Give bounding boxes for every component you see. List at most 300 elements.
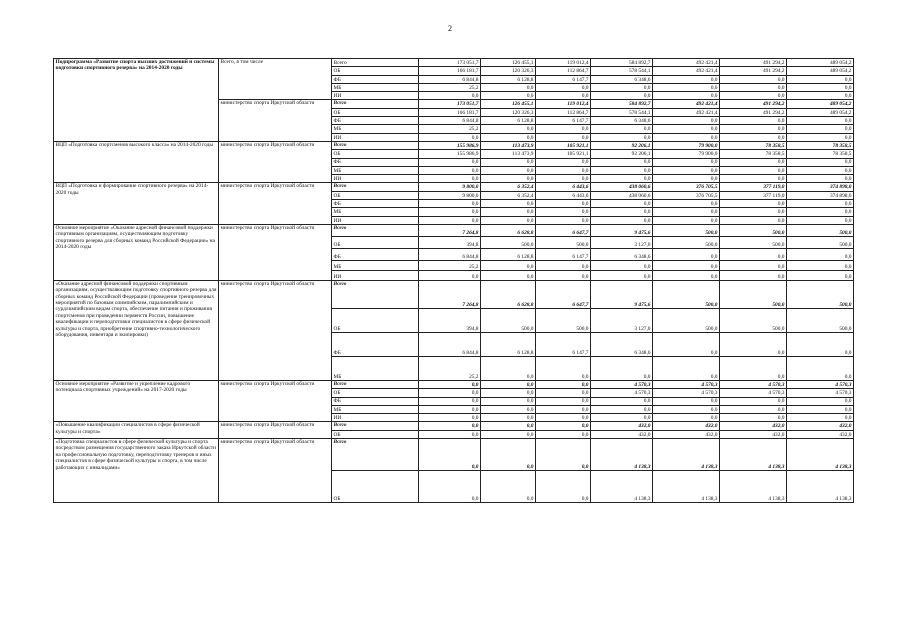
amount-cell: 0,0	[419, 208, 481, 216]
amount-cell: 0,0	[536, 166, 591, 174]
amount-cell: 500,0	[787, 308, 854, 332]
responsible-executor: министерство спорта Иркутской области	[219, 422, 332, 439]
amount-cell: 491 294,2	[720, 108, 787, 116]
amount-cell: 166 181,7	[419, 108, 481, 116]
amount-cell: 0,0	[787, 175, 854, 183]
amount-cell: 6 844,8	[419, 75, 481, 83]
amount-cell: 0,0	[787, 133, 854, 141]
amount-cell: 0,0	[481, 414, 536, 422]
funding-source: ОБ	[332, 389, 419, 397]
funding-source: Всего	[332, 59, 419, 67]
amount-cell: 500,0	[653, 236, 720, 248]
funding-source: МБ	[332, 260, 419, 270]
amount-cell: 0,0	[481, 356, 536, 380]
amount-cell: 9 475,6	[591, 280, 653, 308]
amount-cell: 25,2	[419, 83, 481, 91]
funding-source: Всего	[332, 141, 419, 149]
amount-cell: 7 264,8	[419, 224, 481, 236]
amount-cell: 0,0	[653, 260, 720, 270]
responsible-executor: министерство спорта Иркутской области	[219, 224, 332, 280]
funding-source: МБ	[332, 125, 419, 133]
amount-cell: 500,0	[536, 236, 591, 248]
amount-cell: 155 986,9	[419, 141, 481, 149]
amount-cell: 4 570,3	[720, 389, 787, 397]
amount-cell: 6 147,7	[536, 248, 591, 260]
amount-cell: 6 348,6	[591, 117, 653, 125]
amount-cell: 6 844,8	[419, 117, 481, 125]
funding-source: Всего	[332, 100, 419, 108]
amount-cell: 9 800,0	[419, 191, 481, 199]
program-name: ВЦП «Подготовка спортсменов высокого класса» на 2014-2020 годы	[54, 141, 219, 182]
amount-cell: 4 138,3	[653, 471, 720, 503]
amount-cell: 4 138,3	[591, 439, 653, 471]
amount-cell: 0,0	[419, 175, 481, 183]
amount-cell: 500,0	[481, 308, 536, 332]
responsible-executor: министерство спорта Иркутской области	[219, 100, 332, 141]
amount-cell: 0,0	[536, 397, 591, 405]
amount-cell: 6 352,4	[481, 183, 536, 191]
amount-cell: 432,0	[720, 430, 787, 438]
amount-cell: 78 358,5	[787, 141, 854, 149]
program-name: «Повышение квалификации специалистов в сфере физической культуры и спорта»	[54, 422, 219, 439]
amount-cell: 25,2	[419, 356, 481, 380]
amount-cell: 0,0	[536, 125, 591, 133]
program-name: Подпрограмма «Развитие спорта высших достижений и системы подготовки спортивного резерва» на 2014-2020 годы	[54, 59, 219, 142]
amount-cell: 0,0	[481, 200, 536, 208]
funding-source: Всего	[332, 224, 419, 236]
amount-cell: 492 421,4	[653, 108, 720, 116]
amount-cell: 105 921,1	[536, 141, 591, 149]
amount-cell: 0,0	[720, 260, 787, 270]
amount-cell: 0,0	[591, 260, 653, 270]
amount-cell: 0,0	[787, 405, 854, 413]
responsible-executor: министерство спорта Иркутской области	[219, 380, 332, 421]
amount-cell: 0,0	[419, 405, 481, 413]
program-name: ВЦП «Подготовка и формирование спортивного резерва» на 2014-2020 годы	[54, 183, 219, 224]
amount-cell: 489 054,2	[787, 67, 854, 75]
amount-cell: 0,0	[653, 175, 720, 183]
amount-cell: 489 054,2	[787, 108, 854, 116]
amount-cell: 0,0	[536, 83, 591, 91]
amount-cell: 6 147,7	[536, 332, 591, 356]
amount-cell: 0,0	[591, 166, 653, 174]
amount-cell: 0,0	[419, 422, 481, 430]
amount-cell: 0,0	[653, 216, 720, 224]
amount-cell: 0,0	[720, 356, 787, 380]
table-row	[54, 59, 854, 67]
amount-cell: 4 138,3	[653, 439, 720, 471]
amount-cell: 79 900,0	[653, 150, 720, 158]
amount-cell: 0,0	[787, 356, 854, 380]
funding-source: Всего	[332, 422, 419, 430]
budget-table	[53, 58, 854, 503]
responsible-executor: министерство спорта Иркутской области	[219, 439, 332, 503]
funding-source: ФБ	[332, 75, 419, 83]
amount-cell: 112 864,7	[536, 108, 591, 116]
funding-source: ОБ	[332, 430, 419, 438]
amount-cell: 0,0	[720, 125, 787, 133]
amount-cell: 173 051,7	[419, 100, 481, 108]
amount-cell: 0,0	[653, 92, 720, 100]
amount-cell: 0,0	[653, 166, 720, 174]
amount-cell: 584 892,7	[591, 100, 653, 108]
amount-cell: 0,0	[591, 158, 653, 166]
amount-cell: 113 473,9	[481, 141, 536, 149]
amount-cell: 0,0	[591, 133, 653, 141]
amount-cell: 6 128,8	[481, 75, 536, 83]
amount-cell: 9 475,6	[591, 224, 653, 236]
funding-source: ИИ	[332, 270, 419, 280]
amount-cell: 0,0	[787, 75, 854, 83]
funding-source: Всего	[332, 183, 419, 191]
amount-cell: 120 326,3	[481, 108, 536, 116]
amount-cell: 0,0	[536, 405, 591, 413]
amount-cell: 0,0	[481, 216, 536, 224]
amount-cell: 126 455,1	[481, 100, 536, 108]
program-name: Основное мероприятие «Развитие и укрепление кадрового потенциала спортивных учреждений» на 2017-2020 годы	[54, 380, 219, 421]
amount-cell: 578 544,1	[591, 67, 653, 75]
amount-cell: 438 060,6	[591, 183, 653, 191]
amount-cell: 432,0	[653, 422, 720, 430]
funding-source: МБ	[332, 405, 419, 413]
amount-cell: 0,0	[419, 92, 481, 100]
amount-cell: 0,0	[419, 158, 481, 166]
amount-cell: 4 138,3	[787, 471, 854, 503]
amount-cell: 500,0	[653, 280, 720, 308]
amount-cell: 0,0	[591, 356, 653, 380]
amount-cell: 0,0	[591, 405, 653, 413]
table-row	[54, 439, 854, 471]
amount-cell: 0,0	[591, 125, 653, 133]
amount-cell: 120 326,3	[481, 67, 536, 75]
amount-cell: 0,0	[591, 200, 653, 208]
amount-cell: 6 128,8	[481, 248, 536, 260]
funding-source: Всего	[332, 439, 419, 471]
amount-cell: 0,0	[536, 208, 591, 216]
funding-source: ИИ	[332, 92, 419, 100]
amount-cell: 0,0	[481, 439, 536, 471]
amount-cell: 0,0	[653, 414, 720, 422]
funding-source: Всего	[332, 280, 419, 308]
table-row	[54, 280, 854, 308]
funding-source: ОБ	[332, 108, 419, 116]
amount-cell: 4 138,3	[787, 439, 854, 471]
amount-cell: 0,0	[787, 83, 854, 91]
table-row	[54, 422, 854, 430]
amount-cell: 78 358,5	[787, 150, 854, 158]
amount-cell: 0,0	[720, 405, 787, 413]
amount-cell: 0,0	[481, 380, 536, 388]
amount-cell: 6 348,6	[591, 75, 653, 83]
amount-cell: 0,0	[787, 166, 854, 174]
amount-cell: 500,0	[787, 280, 854, 308]
amount-cell: 0,0	[787, 125, 854, 133]
amount-cell: 0,0	[787, 158, 854, 166]
amount-cell: 0,0	[653, 356, 720, 380]
amount-cell: 0,0	[720, 200, 787, 208]
amount-cell: 6 628,8	[481, 280, 536, 308]
program-name: Основное мероприятие «Оказание адресной финансовой поддержки спортивным организациям, осуществляющим подготовку спортивного резерва для сборных команд Российской Федерации» на 2014-2020 годы	[54, 224, 219, 280]
page-number: 2	[448, 24, 452, 33]
amount-cell: 0,0	[536, 216, 591, 224]
amount-cell: 377 119,0	[720, 183, 787, 191]
amount-cell: 0,0	[419, 430, 481, 438]
amount-cell: 78 358,5	[720, 141, 787, 149]
amount-cell: 0,0	[536, 389, 591, 397]
amount-cell: 4 570,3	[653, 389, 720, 397]
amount-cell: 0,0	[653, 270, 720, 280]
amount-cell: 489 054,2	[787, 59, 854, 67]
amount-cell: 119 012,4	[536, 100, 591, 108]
amount-cell: 4 570,3	[591, 380, 653, 388]
amount-cell: 0,0	[720, 158, 787, 166]
amount-cell: 0,0	[591, 92, 653, 100]
table-row	[54, 224, 854, 236]
program-name: «Подготовка специалистов в сфере физической культуры и спорта посредством размещения государственного заказа Иркутской области на профессиональную подготовку, переподготовку тренеров и иных специалистов в сфере физической культуры и спорта, в том числе работающих с инвалидами»	[54, 439, 219, 503]
amount-cell: 173 051,7	[419, 59, 481, 67]
amount-cell: 25,2	[419, 260, 481, 270]
amount-cell: 0,0	[787, 414, 854, 422]
amount-cell: 0,0	[481, 158, 536, 166]
amount-cell: 500,0	[720, 236, 787, 248]
amount-cell: 491 294,2	[720, 100, 787, 108]
funding-source: ИИ	[332, 414, 419, 422]
amount-cell: 4 570,3	[787, 389, 854, 397]
amount-cell: 0,0	[419, 133, 481, 141]
amount-cell: 0,0	[536, 260, 591, 270]
amount-cell: 3 127,0	[591, 236, 653, 248]
amount-cell: 0,0	[419, 166, 481, 174]
amount-cell: 4 138,3	[720, 471, 787, 503]
amount-cell: 500,0	[787, 236, 854, 248]
amount-cell: 0,0	[536, 414, 591, 422]
amount-cell: 500,0	[720, 308, 787, 332]
amount-cell: 0,0	[720, 270, 787, 280]
amount-cell: 6 128,8	[481, 117, 536, 125]
amount-cell: 0,0	[787, 270, 854, 280]
amount-cell: 432,0	[653, 430, 720, 438]
amount-cell: 0,0	[536, 439, 591, 471]
funding-source: ФБ	[332, 158, 419, 166]
funding-source: ФБ	[332, 200, 419, 208]
amount-cell: 0,0	[787, 260, 854, 270]
amount-cell: 500,0	[653, 224, 720, 236]
amount-cell: 0,0	[720, 175, 787, 183]
funding-source: ОБ	[332, 67, 419, 75]
amount-cell: 0,0	[591, 208, 653, 216]
amount-cell: 0,0	[536, 380, 591, 388]
amount-cell: 374 898,0	[787, 191, 854, 199]
amount-cell: 0,0	[591, 83, 653, 91]
amount-cell: 0,0	[787, 248, 854, 260]
amount-cell: 0,0	[536, 158, 591, 166]
amount-cell: 0,0	[481, 83, 536, 91]
amount-cell: 0,0	[653, 405, 720, 413]
amount-cell: 105 921,1	[536, 150, 591, 158]
amount-cell: 6 147,7	[536, 75, 591, 83]
amount-cell: 6 844,8	[419, 332, 481, 356]
amount-cell: 0,0	[720, 397, 787, 405]
amount-cell: 0,0	[481, 166, 536, 174]
amount-cell: 6 844,8	[419, 248, 481, 260]
amount-cell: 491 294,2	[720, 67, 787, 75]
amount-cell: 78 358,5	[720, 150, 787, 158]
amount-cell: 79 900,0	[653, 141, 720, 149]
program-name: «Оказание адресной финансовой поддержки спортивным организациям, осуществляющим подготовку спортивного резерва для сборных команд Российской Федерации (проведение тренировочных мероприятий по базовым олимпийским, паралимпийским и сурдлимпийским видам спорта, обеспечение питания и проживания спортсменов при проведении первенств России, повышение квалификации и переподготовки специалистов в сфере физической культуры и спорта, приобретение спортивно-технологического оборудования, инвентаря и экипировки)	[54, 280, 219, 380]
amount-cell: 0,0	[536, 133, 591, 141]
amount-cell: 0,0	[653, 117, 720, 125]
amount-cell: 0,0	[481, 270, 536, 280]
amount-cell: 432,0	[720, 422, 787, 430]
amount-cell: 438 060,6	[591, 191, 653, 199]
table-row	[54, 183, 854, 191]
funding-source: ИИ	[332, 216, 419, 224]
amount-cell: 0,0	[481, 133, 536, 141]
amount-cell: 491 294,2	[720, 59, 787, 67]
amount-cell: 0,0	[591, 216, 653, 224]
amount-cell: 0,0	[419, 439, 481, 471]
amount-cell: 0,0	[720, 83, 787, 91]
amount-cell: 0,0	[720, 166, 787, 174]
amount-cell: 6 647,7	[536, 224, 591, 236]
amount-cell: 4 570,3	[787, 380, 854, 388]
amount-cell: 0,0	[720, 332, 787, 356]
amount-cell: 6 352,4	[481, 191, 536, 199]
funding-source: ФБ	[332, 332, 419, 356]
amount-cell: 584 892,7	[591, 59, 653, 67]
responsible-executor: Всего, в том числе	[219, 59, 332, 100]
amount-cell: 0,0	[419, 380, 481, 388]
amount-cell: 0,0	[536, 200, 591, 208]
amount-cell: 432,0	[591, 422, 653, 430]
amount-cell: 4 138,3	[591, 471, 653, 503]
amount-cell: 0,0	[536, 270, 591, 280]
amount-cell: 0,0	[653, 125, 720, 133]
amount-cell: 0,0	[481, 405, 536, 413]
amount-cell: 0,0	[591, 175, 653, 183]
amount-cell: 0,0	[481, 422, 536, 430]
amount-cell: 377 119,0	[720, 191, 787, 199]
amount-cell: 0,0	[481, 92, 536, 100]
amount-cell: 6 647,7	[536, 280, 591, 308]
amount-cell: 4 138,3	[720, 439, 787, 471]
amount-cell: 0,0	[481, 430, 536, 438]
amount-cell: 6 348,6	[591, 332, 653, 356]
amount-cell: 92 206,1	[591, 150, 653, 158]
funding-source: ОБ	[332, 308, 419, 332]
amount-cell: 0,0	[720, 117, 787, 125]
amount-cell: 500,0	[481, 236, 536, 248]
responsible-executor: министерство спорта Иркутской области	[219, 280, 332, 380]
amount-cell: 492 421,4	[653, 100, 720, 108]
amount-cell: 166 181,7	[419, 67, 481, 75]
amount-cell: 0,0	[653, 332, 720, 356]
amount-cell: 432,0	[591, 430, 653, 438]
amount-cell: 432,0	[787, 422, 854, 430]
amount-cell: 0,0	[481, 260, 536, 270]
funding-source: ИИ	[332, 175, 419, 183]
amount-cell: 0,0	[653, 200, 720, 208]
amount-cell: 0,0	[720, 248, 787, 260]
amount-cell: 0,0	[787, 397, 854, 405]
amount-cell: 0,0	[787, 92, 854, 100]
amount-cell: 0,0	[653, 75, 720, 83]
amount-cell: 376 705,5	[653, 191, 720, 199]
amount-cell: 6 147,7	[536, 117, 591, 125]
amount-cell: 6 128,8	[481, 332, 536, 356]
amount-cell: 0,0	[653, 83, 720, 91]
amount-cell: 0,0	[653, 397, 720, 405]
amount-cell: 113 473,9	[481, 150, 536, 158]
funding-source: ОБ	[332, 236, 419, 248]
amount-cell: 0,0	[720, 216, 787, 224]
funding-source: МБ	[332, 208, 419, 216]
amount-cell: 155 986,9	[419, 150, 481, 158]
amount-cell: 0,0	[787, 208, 854, 216]
amount-cell: 492 421,4	[653, 67, 720, 75]
funding-source: ОБ	[332, 191, 419, 199]
amount-cell: 0,0	[787, 117, 854, 125]
amount-cell: 374 898,0	[787, 183, 854, 191]
amount-cell: 4 570,3	[591, 389, 653, 397]
amount-cell: 0,0	[591, 270, 653, 280]
amount-cell: 500,0	[787, 224, 854, 236]
amount-cell: 500,0	[653, 308, 720, 332]
amount-cell: 492 421,4	[653, 59, 720, 67]
amount-cell: 9 800,0	[419, 183, 481, 191]
amount-cell: 0,0	[481, 389, 536, 397]
amount-cell: 0,0	[591, 397, 653, 405]
amount-cell: 0,0	[419, 216, 481, 224]
amount-cell: 0,0	[481, 471, 536, 503]
amount-cell: 3 127,0	[591, 308, 653, 332]
funding-source: ОБ	[332, 150, 419, 158]
amount-cell: 0,0	[653, 248, 720, 260]
amount-cell: 6 628,8	[481, 224, 536, 236]
amount-cell: 0,0	[720, 208, 787, 216]
amount-cell: 0,0	[720, 133, 787, 141]
amount-cell: 0,0	[536, 356, 591, 380]
amount-cell: 0,0	[720, 92, 787, 100]
amount-cell: 432,0	[787, 430, 854, 438]
amount-cell: 0,0	[653, 133, 720, 141]
amount-cell: 0,0	[419, 414, 481, 422]
amount-cell: 0,0	[536, 430, 591, 438]
amount-cell: 0,0	[653, 208, 720, 216]
funding-source: ФБ	[332, 397, 419, 405]
amount-cell: 489 054,2	[787, 100, 854, 108]
funding-source: МБ	[332, 83, 419, 91]
amount-cell: 0,0	[787, 200, 854, 208]
amount-cell: 500,0	[720, 280, 787, 308]
amount-cell: 0,0	[419, 389, 481, 397]
funding-source: ФБ	[332, 248, 419, 260]
amount-cell: 0,0	[419, 471, 481, 503]
amount-cell: 0,0	[591, 414, 653, 422]
amount-cell: 0,0	[787, 332, 854, 356]
amount-cell: 92 206,1	[591, 141, 653, 149]
amount-cell: 500,0	[720, 224, 787, 236]
amount-cell: 6 348,6	[591, 248, 653, 260]
amount-cell: 394,8	[419, 308, 481, 332]
amount-cell: 0,0	[419, 200, 481, 208]
funding-source: ФБ	[332, 117, 419, 125]
amount-cell: 126 455,1	[481, 59, 536, 67]
funding-source: ОБ	[332, 471, 419, 503]
amount-cell: 0,0	[720, 75, 787, 83]
amount-cell: 394,8	[419, 236, 481, 248]
amount-cell: 0,0	[419, 270, 481, 280]
